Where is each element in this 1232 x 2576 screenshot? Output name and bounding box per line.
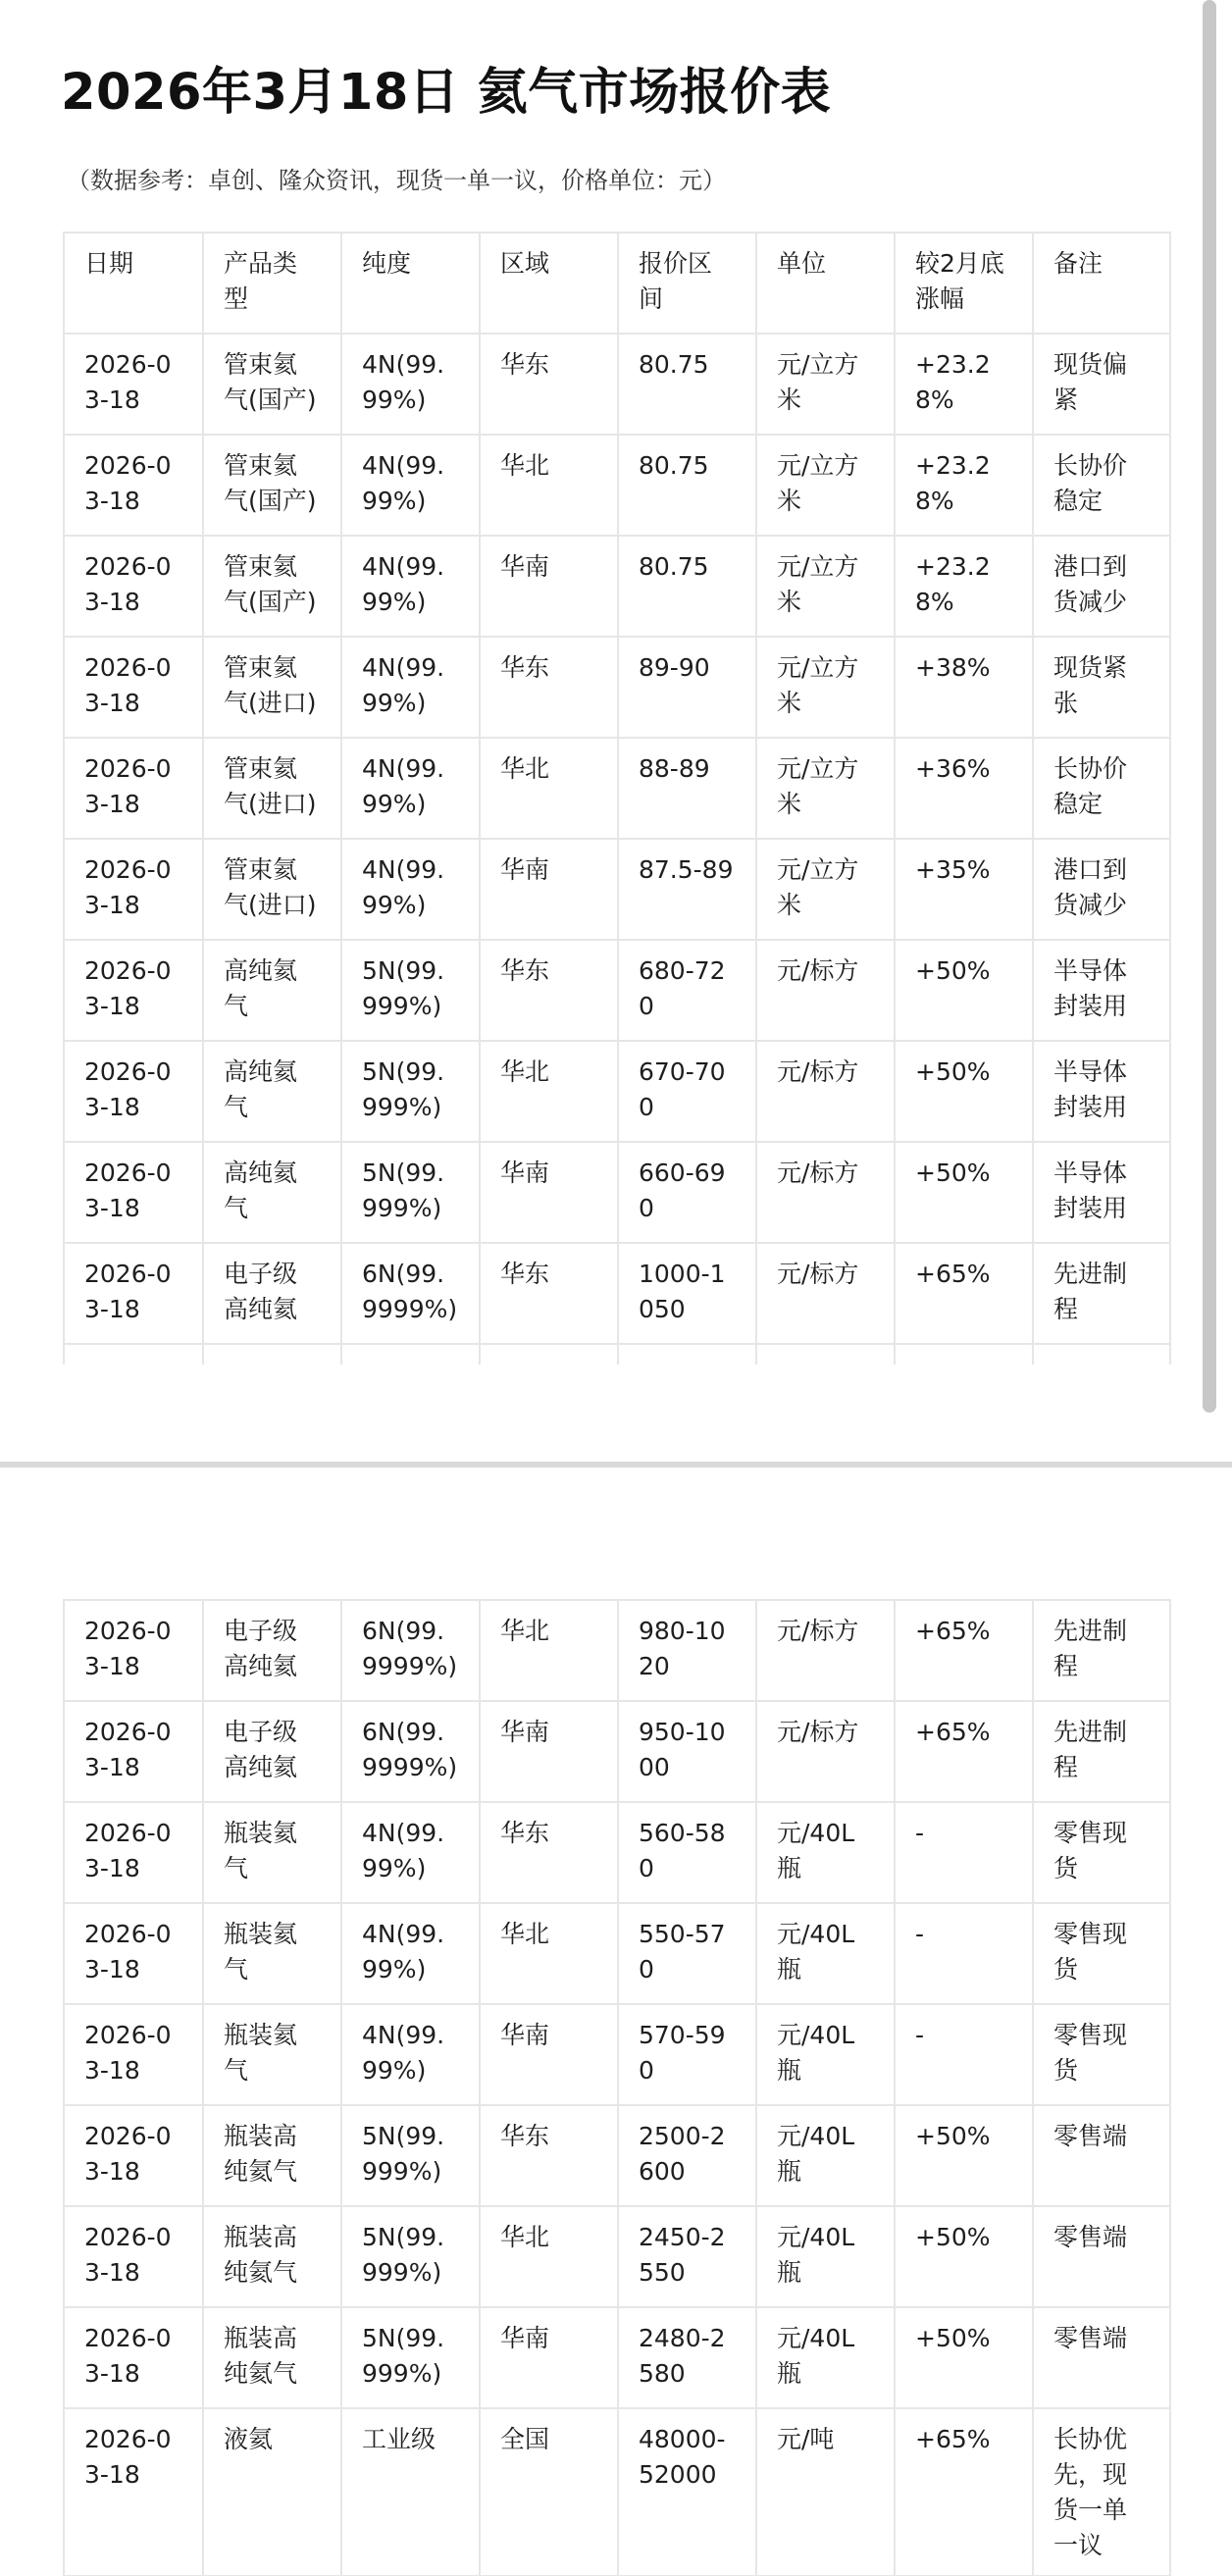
table-row (64, 1041, 1170, 1142)
cell-note: 先进制程 (1033, 1600, 1170, 1701)
table-header-row (64, 232, 1170, 334)
cell-unit: 元/立方米 (756, 536, 895, 637)
cell-price-range: 680-720 (618, 940, 756, 1041)
cell-purity: 6N(99.9999%) (341, 1701, 480, 1802)
cell-purity: 4N(99.99%) (341, 738, 480, 839)
cell-purity: 4N(99.99%) (341, 1802, 480, 1903)
cell-unit: 元/立方米 (756, 435, 895, 536)
cell-purity: 4N(99.99%) (341, 637, 480, 738)
cell-purity: 4N(99.99%) (341, 839, 480, 940)
cell-region: 华北 (480, 1903, 618, 2004)
cell-change: +50% (895, 2105, 1033, 2206)
cell-price-range: 660-690 (618, 1142, 756, 1243)
cell-change: - (895, 1802, 1033, 1903)
cell-purity: 5N(99.999%) (341, 1041, 480, 1142)
cell-date: 2026-03-18 (64, 1243, 203, 1344)
table-row (64, 435, 1170, 536)
cell-note: 零售现货 (1033, 2004, 1170, 2105)
cell-region: 华南 (480, 1701, 618, 1802)
header-unit: 单位 (756, 232, 895, 334)
cell-unit: 元/40L瓶 (756, 1802, 895, 1903)
cell-price-range: 670-700 (618, 1041, 756, 1142)
cell-region: 华北 (480, 2206, 618, 2307)
cell-price-range: 2480-2580 (618, 2307, 756, 2408)
cell-change: +65% (895, 1243, 1033, 1344)
cell-price-range: 48000-52000 (618, 2408, 756, 2576)
cell-product-type: 管束氦气(国产) (203, 334, 341, 435)
cell-partial (895, 1344, 1033, 1365)
table-row (64, 2307, 1170, 2408)
cell-partial (618, 1344, 756, 1365)
cell-product-type: 瓶装氦气 (203, 1802, 341, 1903)
header-date: 日期 (64, 232, 203, 334)
table-row (64, 2408, 1170, 2576)
cell-note: 现货紧张 (1033, 637, 1170, 738)
cell-product-type: 管束氦气(进口) (203, 738, 341, 839)
cell-region: 华东 (480, 1243, 618, 1344)
cell-note: 零售现货 (1033, 1802, 1170, 1903)
cell-unit: 元/标方 (756, 940, 895, 1041)
cell-price-range: 2450-2550 (618, 2206, 756, 2307)
page-title: 2026年3月18日 氦气市场报价表 (61, 64, 832, 122)
page-subtitle: （数据参考：卓创、隆众资讯，现货一单一议，价格单位：元） (67, 167, 726, 194)
cell-change: +23.28% (895, 334, 1033, 435)
cell-date: 2026-03-18 (64, 536, 203, 637)
cell-change: +38% (895, 637, 1033, 738)
cell-region: 华北 (480, 435, 618, 536)
cell-date: 2026-03-18 (64, 334, 203, 435)
cell-region: 华南 (480, 1142, 618, 1243)
cell-price-range: 80.75 (618, 334, 756, 435)
cell-region: 华东 (480, 2105, 618, 2206)
cell-price-range: 89-90 (618, 637, 756, 738)
cell-price-range: 560-580 (618, 1802, 756, 1903)
cell-change: +65% (895, 1701, 1033, 1802)
table-row-partial (64, 1344, 1170, 1365)
header-note: 备注 (1033, 232, 1170, 334)
cell-region: 全国 (480, 2408, 618, 2576)
cell-date: 2026-03-18 (64, 1903, 203, 2004)
table-row (64, 2004, 1170, 2105)
cell-partial (480, 1344, 618, 1365)
screenshot-part-2 (0, 1468, 1232, 2576)
cell-region: 华东 (480, 334, 618, 435)
cell-partial (203, 1344, 341, 1365)
cell-purity: 4N(99.99%) (341, 1903, 480, 2004)
table-row (64, 2206, 1170, 2307)
cell-date: 2026-03-18 (64, 839, 203, 940)
header-product-type: 产品类型 (203, 232, 341, 334)
cell-unit: 元/立方米 (756, 334, 895, 435)
header-purity: 纯度 (341, 232, 480, 334)
header-region: 区域 (480, 232, 618, 334)
cell-purity: 4N(99.99%) (341, 435, 480, 536)
table-row (64, 1903, 1170, 2004)
cell-date: 2026-03-18 (64, 738, 203, 839)
cell-price-range: 570-590 (618, 2004, 756, 2105)
cell-purity: 工业级 (341, 2408, 480, 2576)
cell-region: 华北 (480, 738, 618, 839)
cell-date: 2026-03-18 (64, 1802, 203, 1903)
cell-note: 先进制程 (1033, 1243, 1170, 1344)
cell-unit: 元/40L瓶 (756, 1903, 895, 2004)
cell-note: 零售端 (1033, 2307, 1170, 2408)
cell-product-type: 高纯氦气 (203, 1041, 341, 1142)
cell-product-type: 瓶装高纯氦气 (203, 2206, 341, 2307)
cell-region: 华北 (480, 1600, 618, 1701)
table-row (64, 940, 1170, 1041)
cell-purity: 5N(99.999%) (341, 2105, 480, 2206)
cell-unit: 元/吨 (756, 2408, 895, 2576)
cell-product-type: 瓶装氦气 (203, 1903, 341, 2004)
cell-product-type: 管束氦气(国产) (203, 536, 341, 637)
cell-price-range: 980-1020 (618, 1600, 756, 1701)
cell-price-range: 1000-1050 (618, 1243, 756, 1344)
cell-unit: 元/标方 (756, 1142, 895, 1243)
cell-partial (756, 1344, 895, 1365)
cell-note: 半导体封装用 (1033, 1041, 1170, 1142)
cell-partial (1033, 1344, 1170, 1365)
cell-note: 现货偏紧 (1033, 334, 1170, 435)
cell-region: 华北 (480, 1041, 618, 1142)
cell-region: 华南 (480, 2307, 618, 2408)
cell-note: 港口到货减少 (1033, 839, 1170, 940)
table-row (64, 334, 1170, 435)
cell-unit: 元/标方 (756, 1041, 895, 1142)
scrollbar[interactable] (1203, 0, 1216, 1413)
cell-region: 华南 (480, 839, 618, 940)
cell-unit: 元/标方 (756, 1701, 895, 1802)
cell-date: 2026-03-18 (64, 1701, 203, 1802)
cell-note: 零售端 (1033, 2105, 1170, 2206)
cell-product-type: 液氦 (203, 2408, 341, 2576)
cell-unit: 元/立方米 (756, 738, 895, 839)
cell-date: 2026-03-18 (64, 2307, 203, 2408)
cell-date: 2026-03-18 (64, 2206, 203, 2307)
cell-note: 零售端 (1033, 2206, 1170, 2307)
cell-unit: 元/40L瓶 (756, 2004, 895, 2105)
cell-date: 2026-03-18 (64, 1600, 203, 1701)
cell-note: 半导体封装用 (1033, 1142, 1170, 1243)
cell-change: +50% (895, 1142, 1033, 1243)
table-row (64, 536, 1170, 637)
cell-product-type: 高纯氦气 (203, 1142, 341, 1243)
cell-product-type: 高纯氦气 (203, 940, 341, 1041)
cell-change: +50% (895, 2307, 1033, 2408)
cell-unit: 元/标方 (756, 1243, 895, 1344)
cell-purity: 4N(99.99%) (341, 334, 480, 435)
cell-note: 半导体封装用 (1033, 940, 1170, 1041)
table-row (64, 839, 1170, 940)
cell-date: 2026-03-18 (64, 1142, 203, 1243)
cell-date: 2026-03-18 (64, 435, 203, 536)
price-table (63, 232, 1171, 1365)
cell-change: - (895, 1903, 1033, 2004)
cell-unit: 元/立方米 (756, 637, 895, 738)
cell-region: 华南 (480, 536, 618, 637)
cell-product-type: 瓶装高纯氦气 (203, 2307, 341, 2408)
cell-purity: 4N(99.99%) (341, 536, 480, 637)
cell-region: 华南 (480, 2004, 618, 2105)
cell-change: +36% (895, 738, 1033, 839)
cell-region: 华东 (480, 1802, 618, 1903)
table-row (64, 2105, 1170, 2206)
table-row (64, 1701, 1170, 1802)
cell-change: - (895, 2004, 1033, 2105)
table-row (64, 637, 1170, 738)
table-row (64, 738, 1170, 839)
cell-note: 零售现货 (1033, 1903, 1170, 2004)
cell-product-type: 管束氦气(国产) (203, 435, 341, 536)
table-row (64, 1142, 1170, 1243)
cell-purity: 5N(99.999%) (341, 1142, 480, 1243)
cell-note: 港口到货减少 (1033, 536, 1170, 637)
cell-unit: 元/40L瓶 (756, 2307, 895, 2408)
cell-product-type: 管束氦气(进口) (203, 637, 341, 738)
table-row (64, 1802, 1170, 1903)
cell-unit: 元/立方米 (756, 839, 895, 940)
cell-partial (64, 1344, 203, 1365)
cell-price-range: 550-570 (618, 1903, 756, 2004)
cell-product-type: 电子级高纯氦 (203, 1243, 341, 1344)
cell-product-type: 电子级高纯氦 (203, 1600, 341, 1701)
cell-note: 长协价稳定 (1033, 435, 1170, 536)
table-row (64, 1243, 1170, 1344)
cell-date: 2026-03-18 (64, 2408, 203, 2576)
cell-change: +65% (895, 1600, 1033, 1701)
cell-partial (341, 1344, 480, 1365)
cell-date: 2026-03-18 (64, 637, 203, 738)
cell-product-type: 电子级高纯氦 (203, 1701, 341, 1802)
cell-price-range: 80.75 (618, 435, 756, 536)
cell-purity: 4N(99.99%) (341, 2004, 480, 2105)
cell-unit: 元/40L瓶 (756, 2105, 895, 2206)
cell-note: 长协优先，现货一单一议 (1033, 2408, 1170, 2576)
price-table-continued (63, 1599, 1171, 2576)
cell-change: +23.28% (895, 435, 1033, 536)
cell-change: +35% (895, 839, 1033, 940)
cell-price-range: 80.75 (618, 536, 756, 637)
cell-purity: 5N(99.999%) (341, 2206, 480, 2307)
cell-price-range: 2500-2600 (618, 2105, 756, 2206)
cell-unit: 元/40L瓶 (756, 2206, 895, 2307)
table-row (64, 1600, 1170, 1701)
cell-region: 华东 (480, 940, 618, 1041)
cell-purity: 5N(99.999%) (341, 2307, 480, 2408)
cell-product-type: 管束氦气(进口) (203, 839, 341, 940)
cell-change: +50% (895, 1041, 1033, 1142)
cell-price-range: 950-1000 (618, 1701, 756, 1802)
cell-change: +23.28% (895, 536, 1033, 637)
cell-date: 2026-03-18 (64, 2004, 203, 2105)
cell-change: +50% (895, 2206, 1033, 2307)
header-change: 较2月底涨幅 (895, 232, 1033, 334)
cell-change: +50% (895, 940, 1033, 1041)
cell-price-range: 87.5-89 (618, 839, 756, 940)
cell-date: 2026-03-18 (64, 2105, 203, 2206)
cell-date: 2026-03-18 (64, 1041, 203, 1142)
cell-change: +65% (895, 2408, 1033, 2576)
cell-purity: 6N(99.9999%) (341, 1243, 480, 1344)
cell-note: 先进制程 (1033, 1701, 1170, 1802)
cell-date: 2026-03-18 (64, 940, 203, 1041)
cell-purity: 6N(99.9999%) (341, 1600, 480, 1701)
cell-purity: 5N(99.999%) (341, 940, 480, 1041)
cell-region: 华东 (480, 637, 618, 738)
cell-price-range: 88-89 (618, 738, 756, 839)
cell-product-type: 瓶装氦气 (203, 2004, 341, 2105)
cell-product-type: 瓶装高纯氦气 (203, 2105, 341, 2206)
header-price-range: 报价区间 (618, 232, 756, 334)
cell-note: 长协价稳定 (1033, 738, 1170, 839)
cell-unit: 元/标方 (756, 1600, 895, 1701)
